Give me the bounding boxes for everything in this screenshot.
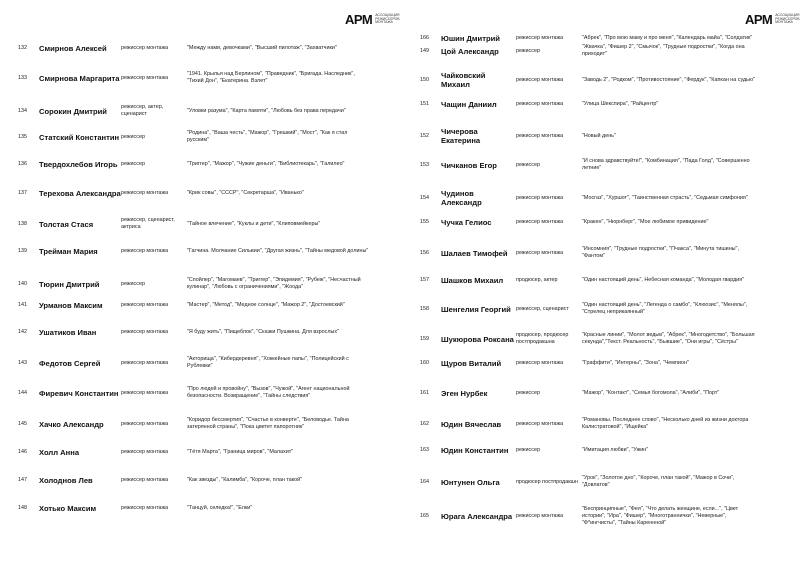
- person-role: продюсер постпродакшн: [516, 478, 578, 485]
- filmography: "Тётя Марта", "Граница миров", "Малахит": [187, 449, 294, 455]
- filmography: "Кракен", "Нюрнберг", "Мое любимое привидение": [582, 219, 709, 225]
- entry-number: 145: [18, 420, 27, 427]
- person-name: Статский Константин: [39, 132, 120, 142]
- filmography: "Красные линии", "Молот ведьм", "Абрек", "Многодетство", "Большая секунда","Текст. Реальность", "Бывшие", "Они игры", "Сёстры": [582, 332, 755, 345]
- filmography: "Крик совы", "СССР", "Секретарша", "Иванько": [187, 190, 304, 196]
- filmography: "Абрек", "Про мою маму и про меня", "Календарь майа", "Солдатик": [582, 35, 753, 41]
- person-name: Фиревич Константин: [39, 388, 119, 398]
- filmography: "Беспринципные", "Фея", "Что делать женщине, если...", "Цвет истории", "Ира", "Фишер", "Многотраннички", "Неверные", "Ф*ингчисты", "Тайны Кареннной": [582, 506, 739, 526]
- entry-number: 152: [420, 132, 429, 139]
- entry-number: 156: [420, 249, 429, 256]
- person-role: продюсер, продюсер постпродакшна: [516, 332, 569, 345]
- person-name: Ушатиков Иван: [39, 328, 97, 337]
- entry-number: 155: [420, 219, 429, 225]
- person-name: Урманов Максим: [39, 301, 103, 310]
- list-item: [420, 359, 756, 368]
- filmography: "Гагчина. Молчание Сильвии", "Другая жизнь", "Тайны медовой долины": [187, 248, 369, 254]
- person-name: Чащин Даниил: [441, 100, 497, 109]
- person-name: Чучка Гелиос: [441, 218, 492, 227]
- list-item: [420, 71, 756, 89]
- filmography: "Коридор бессмертия", "Счастье в конверте", "Беловодье. Тайна затерянной страны", "Пока цветет папоротник": [187, 417, 349, 430]
- list-item: [420, 446, 756, 455]
- entry-number: 146: [18, 449, 27, 455]
- filmography: "Уловки разума", "Карта памяти", "Любовь без права передачи": [187, 107, 346, 114]
- person-role: режиссер монтажа: [121, 505, 169, 511]
- person-name: Юнтунен Ольга: [441, 477, 500, 487]
- person-role: режиссер монтажа: [121, 45, 169, 51]
- person-role: режиссер монтажа: [121, 389, 169, 396]
- filmography: "Триггер", "Мажор", "Чужие деньги", "Библиотекарь", "Галилео": [187, 161, 345, 167]
- entry-number: 140: [18, 280, 27, 287]
- person-name: Тюрин Дмитрий: [39, 279, 100, 289]
- list-item: [18, 71, 369, 85]
- person-role: режиссер: [516, 447, 540, 453]
- person-role: режиссер монтажа: [121, 477, 169, 483]
- list-item: [18, 130, 369, 144]
- filmography: "Инсомния", "Трудные подростки", "Пчакса", "Минута тишины", "Фантом": [582, 246, 739, 259]
- list-item: [18, 476, 369, 485]
- list-item: [18, 448, 369, 457]
- person-role: режиссер: [121, 161, 145, 167]
- filmography: "Мажор", "Контакт", "Семья богомола", "Алиби", "Порт": [582, 390, 720, 396]
- list-item: [18, 217, 369, 231]
- list-item: [420, 189, 756, 207]
- entry-number: 144: [18, 389, 27, 396]
- entry-number: 141: [18, 302, 27, 308]
- right-page: [400, 0, 800, 564]
- filmography: "Мастер", "Метод", "Медное солнце", "Мажор 2", "Достоевский": [187, 302, 345, 308]
- person-name: Шенгелия Георгий: [441, 304, 511, 314]
- list-item: [18, 504, 369, 513]
- filmography: "Граффити", "Интерны", "Зона", "Чемпион": [582, 360, 689, 366]
- person-name: Смирнова Маргарита: [39, 73, 120, 83]
- entry-number: 138: [18, 220, 27, 227]
- person-role: режиссер монтажа: [121, 302, 169, 308]
- filmography: "Я буду жить", "Пищеблок", "Сказки Пушкина. Для взрослых": [187, 329, 339, 335]
- list-item: [420, 332, 756, 346]
- list-item: [18, 44, 369, 53]
- arm-logo: [345, 12, 400, 27]
- entry-number: 159: [420, 335, 429, 342]
- entry-number: 166: [420, 35, 429, 41]
- person-role: режиссер монтажа: [121, 359, 169, 366]
- list-item: [420, 218, 756, 227]
- filmography: "Акторища", "Кибердеревня", "Хоккейные папы", "Полицейский с Рублевки": [187, 356, 349, 369]
- filmography: "Романовы. Последнее слово", "Несколько дней из жизни доктора Калистратовой", "Ищейка": [582, 417, 749, 430]
- filmography: "Танцуй, селедка!", "Елки": [187, 505, 253, 511]
- filmography: "Мосгаз", "Хуршот", "Таинственная страсть", "Седьмая симфония": [582, 194, 748, 201]
- entry-number: 164: [420, 478, 429, 485]
- logo-mark: АРМ: [345, 12, 373, 27]
- person-role: режиссер монтажа: [516, 132, 564, 139]
- person-name: Холл Анна: [39, 448, 80, 457]
- person-role: режиссер, актер, сценарист: [121, 104, 164, 117]
- filmography: "Имитация любви", "Ужин": [582, 447, 649, 453]
- person-name: Хачко Александр: [39, 419, 104, 429]
- person-name: Эген Нурбек: [441, 389, 488, 398]
- person-role: режиссер: [516, 161, 540, 168]
- person-name: Шукюрова Роксана: [441, 334, 514, 344]
- entry-number: 162: [420, 420, 429, 427]
- person-name: Федотов Сергей: [39, 358, 101, 368]
- person-name: Толстая Стася: [39, 219, 94, 229]
- filmography: "И снова здравствуйте!", "Комбинация", "Пада Голд", "Совершенно летние": [582, 158, 750, 171]
- list-item: [18, 356, 369, 370]
- person-name: Сорокин Дмитрий: [39, 106, 107, 116]
- person-name: Юрага Александра: [441, 512, 513, 521]
- person-role: режиссер монтажа: [121, 248, 169, 254]
- person-role: режиссер монтажа: [516, 76, 564, 83]
- person-role: продюсер, актер: [516, 277, 558, 283]
- entry-number: 160: [420, 360, 429, 366]
- list-item: [420, 506, 756, 527]
- entry-number: 163: [420, 447, 429, 453]
- person-name: Твердохлебов Игорь: [39, 160, 118, 169]
- entry-number: 149: [420, 47, 429, 54]
- filmography: "Жвачка", "Фишер 2", "Смычок", "Трудные подростки", "Когда она приходит": [582, 44, 745, 57]
- entry-number: 147: [18, 477, 27, 483]
- filmography: "Один настоящий день", Небесная команда", "Молодая гвардия": [582, 277, 745, 283]
- list-item: [420, 34, 756, 43]
- person-role: режиссер: [121, 280, 145, 287]
- entry-number: 157: [420, 277, 429, 283]
- person-role: режиссер монтажа: [516, 194, 564, 201]
- person-name: Чудинов Александр: [441, 189, 482, 207]
- entry-number: 148: [18, 505, 27, 511]
- list-item: [18, 160, 369, 169]
- arm-logo: [745, 12, 800, 27]
- filmography: "Спойлер", "Магомаев", "Триггер", "Эпидемия", "Рубеж", "Несчастный кулинар", "Любовь с ограничениями", "Жоода": [187, 277, 361, 290]
- entry-number: 136: [18, 161, 27, 167]
- list-item: [420, 417, 756, 431]
- filmography: "Заводь 2", "Родком", "Противостояние", "Фердук", "Капкан на судью": [582, 76, 755, 83]
- entry-number: 142: [18, 329, 27, 335]
- person-role: режиссер монтажа: [516, 35, 564, 41]
- person-name: Холоднов Лев: [39, 476, 93, 485]
- person-role: режиссер монтажа: [121, 420, 169, 427]
- logo-subtitle: АССОЦИАЦИЯ РЕЖИССЕРОВ МОНТАЖА: [775, 13, 800, 25]
- entry-number: 165: [420, 513, 429, 519]
- list-item: [420, 475, 756, 489]
- person-name: Чайковский Михаил: [441, 71, 486, 89]
- entry-number: 137: [18, 190, 27, 196]
- list-item: [18, 247, 369, 256]
- filmography: "Как звезды", "Калимба", "Короче, план такой": [187, 477, 303, 483]
- person-role: режиссер, сценарист: [516, 305, 569, 312]
- entry-number: 161: [420, 390, 429, 396]
- entry-number: 150: [420, 76, 429, 83]
- person-name: Шалаев Тимофей: [441, 248, 508, 258]
- person-name: Чичканов Егор: [441, 160, 497, 170]
- person-name: Чичерова Екатерина: [441, 127, 481, 145]
- person-name: Юдин Вячеслав: [441, 419, 502, 429]
- person-name: Цой Александр: [441, 46, 499, 56]
- person-role: режиссер, сценарист, актриса: [121, 217, 175, 230]
- person-name: Смирнов Алексей: [39, 44, 107, 53]
- list-item: [420, 302, 756, 316]
- list-item: [420, 246, 756, 260]
- person-name: Юшин Дмитрий: [441, 34, 500, 43]
- list-item: [420, 389, 756, 398]
- filmography: "Между нами, девочками", "Высший пилотаж", "Захватчики": [187, 45, 337, 51]
- person-role: режиссер монтажа: [516, 249, 564, 256]
- person-name: Щуров Виталий: [441, 359, 502, 368]
- list-item: [18, 301, 369, 310]
- entry-number: 154: [420, 194, 429, 201]
- list-item: [18, 277, 369, 291]
- person-role: режиссер монтажа: [121, 190, 169, 196]
- person-name: Терехова Александра: [39, 189, 121, 198]
- filmography: "Тайное влечение", "Куклы и дети", "Клиповмейкеры": [187, 220, 321, 227]
- person-role: режиссер монтажа: [121, 74, 169, 81]
- logo-subtitle: АССОЦИАЦИЯ РЕЖИССЕРОВ МОНТАЖА: [375, 13, 400, 25]
- person-role: режиссер: [516, 390, 540, 396]
- list-item: [420, 158, 756, 172]
- person-name: Шашков Михаил: [441, 276, 504, 285]
- entry-number: 133: [18, 74, 27, 81]
- entry-number: 134: [18, 107, 27, 114]
- person-role: режиссер монтажа: [516, 360, 564, 366]
- entry-number: 135: [18, 133, 27, 140]
- list-item: [420, 276, 756, 285]
- person-role: режиссер монтажа: [516, 420, 564, 427]
- person-name: Хотько Максим: [39, 504, 97, 513]
- list-item: [18, 328, 369, 337]
- filmography: "Родина", "Ваша честь", "Мажор", "Грешкий", "Мост", "Как я стал русским": [187, 130, 348, 143]
- entry-number: 139: [18, 248, 27, 254]
- entry-number: 143: [18, 359, 27, 366]
- logo-mark: АРМ: [745, 12, 773, 27]
- person-role: режиссер монтажа: [121, 329, 169, 335]
- filmography: "1941. Крылья над Берлином", "Праведник", "Бригада. Наследник", "Тихий Дон", "Екатерина. Взлет": [187, 71, 355, 84]
- list-item: [18, 104, 369, 118]
- list-item: [18, 386, 369, 400]
- person-name: Юдин Константин: [441, 446, 509, 455]
- entry-number: 158: [420, 305, 429, 312]
- filmography: "Один настоящий день", "Легенда о самбо", "Клюозис", "Менялы", "Стрелец неприкаянный": [582, 302, 748, 315]
- person-role: режиссер: [516, 47, 540, 54]
- list-item: [420, 100, 756, 109]
- list-item: [18, 189, 369, 198]
- entry-number: 132: [18, 45, 27, 51]
- list-item: [18, 417, 369, 431]
- person-role: режиссер монтажа: [516, 513, 564, 519]
- person-role: режиссер: [121, 133, 145, 140]
- person-role: режиссер монтажа: [516, 219, 564, 225]
- filmography: "Про людей и провойну", "Вызов", "Чужой", "Агент национальной безопасности. Возвращение", "Тайны следствия": [187, 386, 350, 399]
- filmography: "Улица Шекспира", "Райцентр": [582, 101, 659, 107]
- filmography: "Новый день": [582, 132, 616, 139]
- list-item: [420, 127, 756, 145]
- list-item: [420, 44, 756, 58]
- entry-number: 151: [420, 101, 429, 107]
- person-role: режиссер монтажа: [121, 449, 169, 455]
- entry-number: 153: [420, 161, 429, 168]
- person-name: Трейман Мария: [39, 247, 98, 256]
- filmography: "Урок", "Золотое дно", "Короче, план такой", "Мажор в Сочи", "Довлатов": [582, 475, 735, 488]
- person-role: режиссер монтажа: [516, 101, 564, 107]
